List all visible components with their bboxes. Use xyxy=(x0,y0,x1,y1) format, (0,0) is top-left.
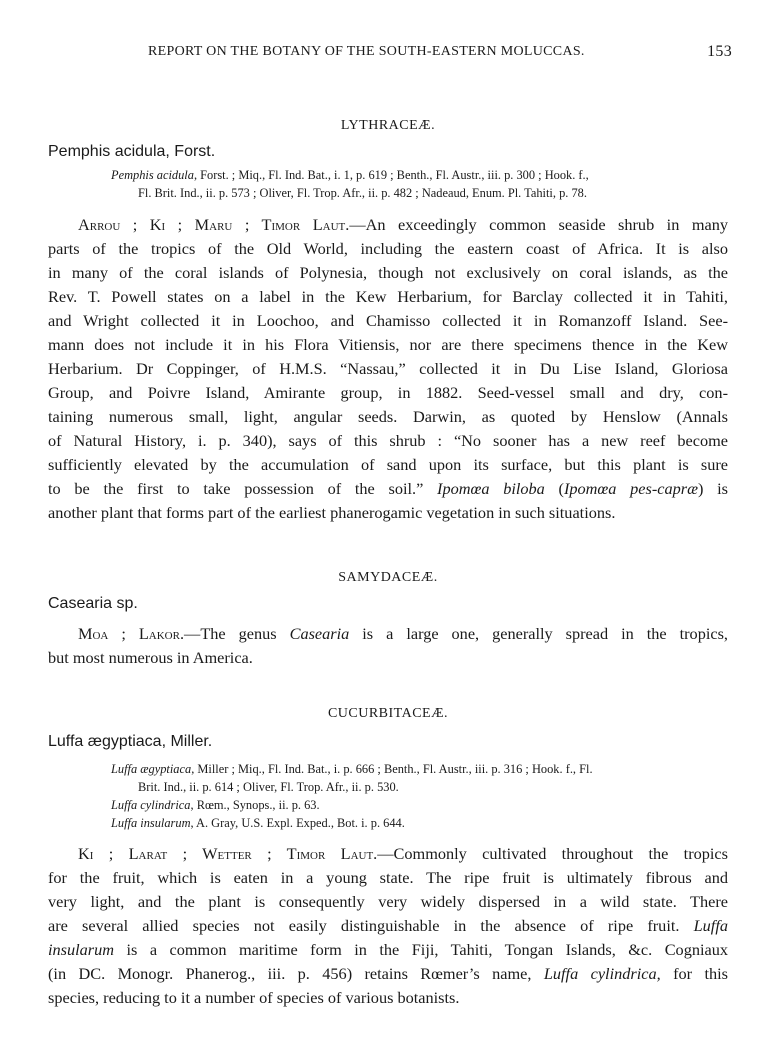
text-line: parts of the tropics of the Old World, including the eastern coast of Africa. It is also xyxy=(48,239,728,258)
text-line: and Wright collected it in Loochoo, and Chamisso collected it in Romanzoff Island. See- xyxy=(48,311,728,330)
page-number: 153 xyxy=(707,43,732,60)
text-line: in many of the coral islands of Polynesia, though not exclusively on coral islands, as the xyxy=(48,263,728,282)
text-line: species, reducing to it a number of species of various botanists. xyxy=(48,988,460,1007)
text-line: insularum is a common maritime form in the Fiji, Tahiti, Tongan Islands, &c. Cogniaux xyxy=(48,940,729,959)
text-line: Rev. T. Powell states on a label in the Kew Herbarium, for Barclay collected it in Tahiti, xyxy=(48,287,728,306)
species-name-luffa: Luffa ægyptiaca, Miller. xyxy=(48,733,213,750)
paragraph-luffa xyxy=(48,842,728,1010)
text-line: Arrou ; Ki ; Maru ; Timor Laut.—An exceedingly common seaside shrub in many xyxy=(78,215,728,234)
reference-line: Luffa insularum, A. Gray, U.S. Expl. Exped., Bot. i. p. 644. xyxy=(111,816,405,830)
text-line: Herbarium. Dr Coppinger, of H.M.S. “Nassau,” collected it in Du Lise Island, Gloriosa xyxy=(48,359,728,378)
species-name-casearia: Casearia sp. xyxy=(48,595,138,612)
text-line: Group, and Poivre Island, Amirante group, in 1882. Seed-vessel small and dry, con- xyxy=(48,383,728,402)
text-line: very light, and the plant is consequently very widely dispersed in a wild state. There xyxy=(48,892,728,911)
text-line: but most numerous in America. xyxy=(48,648,253,667)
text-line: another plant that forms part of the earliest phanerogamic vegetation in such situations. xyxy=(48,503,616,522)
text-line: Ki ; Larat ; Wetter ; Timor Laut.—Commonly cultivated throughout the tropics xyxy=(78,844,728,863)
reference-line: Luffa ægyptiaca, Miller ; Miq., Fl. Ind. Bat., i. p. 666 ; Benth., Fl. Austr., iii. p. 316 ; Hook. f., Fl. xyxy=(111,762,593,776)
text-line: taining numerous small, light, angular seeds. Darwin, as quoted by Henslow (Annals xyxy=(48,407,728,426)
paragraph-pemphis xyxy=(48,213,728,525)
text-line: to be the first to take possession of the soil.” Ipomœa biloba (Ipomœa pes-capræ) is xyxy=(48,479,728,498)
running-title: REPORT ON THE BOTANY OF THE SOUTH-EASTERN MOLUCCAS. xyxy=(148,44,585,59)
text-line: sufficiently elevated by the accumulation of sand upon its surface, but this plant is sure xyxy=(48,455,728,474)
text-line: for the fruit, which is eaten in a young state. The ripe fruit is ultimately fibrous and xyxy=(48,868,728,887)
reference-line: Brit. Ind., ii. p. 614 ; Oliver, Fl. Trop. Afr., ii. p. 530. xyxy=(138,780,399,794)
text-line: (in DC. Monogr. Phanerog., iii. p. 456) retains Rœmer’s name, Luffa cylindrica, for this xyxy=(48,964,728,983)
reference-line: Fl. Brit. Ind., ii. p. 573 ; Oliver, Fl. Trop. Afr., ii. p. 482 ; Nadeaud, Enum. Pl. Tahiti, p. 78. xyxy=(138,186,587,200)
paragraph-casearia xyxy=(48,622,728,670)
text-line: mann does not include it in his Flora Vitiensis, nor are there specimens thence in the Kew xyxy=(48,335,728,354)
reference-line: Luffa cylindrica, Rœm., Synops., ii. p. 63. xyxy=(111,798,320,812)
text-line: Moa ; Lakor.—The genus Casearia is a large one, generally spread in the tropics, xyxy=(78,624,728,643)
localities: Ki ; Larat ; Wetter ; Timor Laut. xyxy=(78,844,378,863)
reference-line xyxy=(111,166,589,184)
family-heading-samydaceae: SAMYDACEÆ. xyxy=(338,570,438,585)
localities: Arrou ; Ki ; Maru ; Timor Laut. xyxy=(78,215,350,234)
family-heading-cucurbitaceae: CUCURBITACEÆ. xyxy=(327,706,449,721)
family-heading-lythraceae: LYTHRACEÆ. xyxy=(340,118,436,133)
text-line: of Natural History, i. p. 340), says of this shrub : “No sooner has a new reef become xyxy=(48,431,728,450)
species-name-pemphis: Pemphis acidula, Forst. xyxy=(48,143,216,160)
localities: Moa ; Lakor. xyxy=(78,624,185,643)
reference-text-rest: , Forst. ; Miq., Fl. Ind. Bat., i. 1, p. 619 ; Benth., Fl. Austr., iii. p. 300 ; Hook. f., xyxy=(193,168,589,182)
reference-species-name: Pemphis acidula xyxy=(111,168,194,182)
text-line: are several allied species not easily distinguishable in the absence of ripe fruit. Luffa xyxy=(48,916,728,935)
